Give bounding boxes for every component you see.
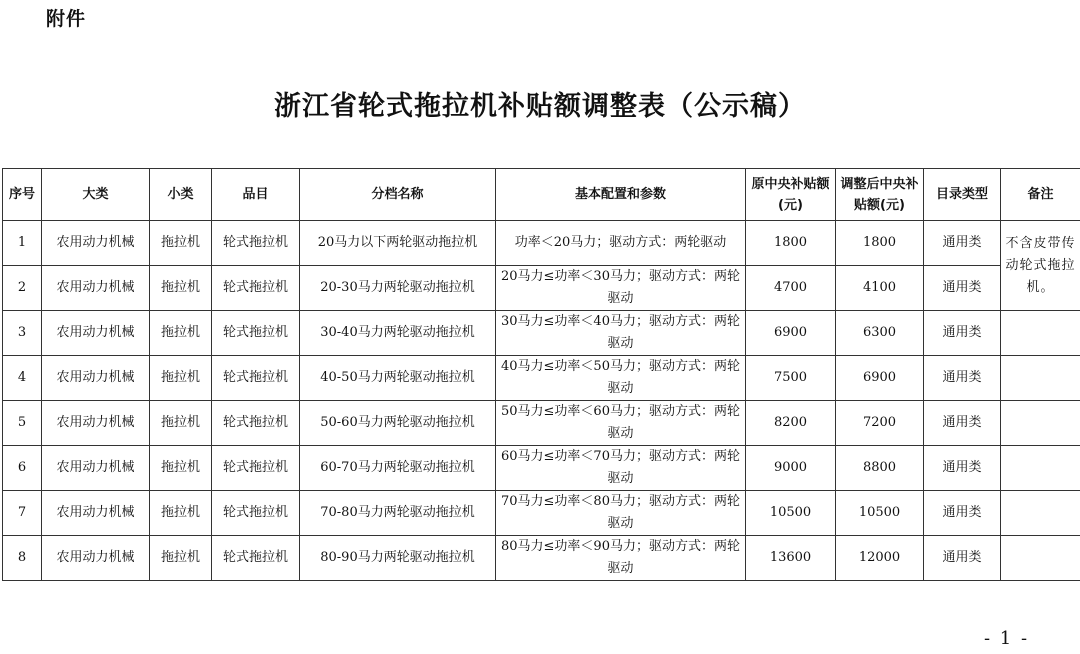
cell-no: 5 (3, 401, 42, 446)
table-row (3, 401, 1080, 446)
table-row (3, 536, 1080, 581)
header-cell: 调整后中央补贴额(元) (836, 169, 924, 221)
remark-empty-cell (1001, 536, 1080, 581)
cell-no: 3 (3, 311, 42, 356)
cell-major: 农用动力机械 (42, 221, 150, 266)
cell-item: 轮式拖拉机 (212, 446, 300, 491)
cell-grade: 80-90马力两轮驱动拖拉机 (300, 536, 496, 581)
cell-catalog: 通用类 (924, 266, 1001, 311)
cell-item: 轮式拖拉机 (212, 491, 300, 536)
cell-major: 农用动力机械 (42, 266, 150, 311)
remark-empty-cell (1001, 401, 1080, 446)
remark-empty-cell (1001, 491, 1080, 536)
cell-config: 30马力≤功率＜40马力；驱动方式：两轮驱动 (496, 311, 746, 356)
cell-major: 农用动力机械 (42, 536, 150, 581)
subsidy-table (2, 168, 1080, 581)
cell-config: 50马力≤功率＜60马力；驱动方式：两轮驱动 (496, 401, 746, 446)
cell-catalog: 通用类 (924, 356, 1001, 401)
table-row (3, 491, 1080, 536)
header-cell: 备注 (1001, 169, 1080, 221)
cell-original: 7500 (746, 356, 836, 401)
header-cell: 大类 (42, 169, 150, 221)
cell-item: 轮式拖拉机 (212, 536, 300, 581)
cell-adjusted: 6300 (836, 311, 924, 356)
remark-empty-cell (1001, 311, 1080, 356)
cell-no: 8 (3, 536, 42, 581)
cell-major: 农用动力机械 (42, 491, 150, 536)
cell-major: 农用动力机械 (42, 356, 150, 401)
cell-config: 70马力≤功率＜80马力；驱动方式：两轮驱动 (496, 491, 746, 536)
cell-original: 10500 (746, 491, 836, 536)
cell-minor: 拖拉机 (150, 491, 212, 536)
table-row (3, 446, 1080, 491)
cell-original: 13600 (746, 536, 836, 581)
cell-item: 轮式拖拉机 (212, 221, 300, 266)
cell-grade: 30-40马力两轮驱动拖拉机 (300, 311, 496, 356)
cell-adjusted: 12000 (836, 536, 924, 581)
cell-original: 1800 (746, 221, 836, 266)
cell-minor: 拖拉机 (150, 446, 212, 491)
cell-item: 轮式拖拉机 (212, 401, 300, 446)
cell-no: 7 (3, 491, 42, 536)
cell-major: 农用动力机械 (42, 446, 150, 491)
cell-minor: 拖拉机 (150, 311, 212, 356)
remark-empty-cell (1001, 446, 1080, 491)
table-row (3, 356, 1080, 401)
remark-empty-cell (1001, 356, 1080, 401)
cell-no: 4 (3, 356, 42, 401)
table-body (3, 221, 1080, 581)
header-cell: 品目 (212, 169, 300, 221)
table-row (3, 266, 1080, 311)
cell-config: 20马力≤功率＜30马力；驱动方式：两轮驱动 (496, 266, 746, 311)
cell-catalog: 通用类 (924, 311, 1001, 356)
cell-config: 60马力≤功率＜70马力；驱动方式：两轮驱动 (496, 446, 746, 491)
cell-no: 1 (3, 221, 42, 266)
cell-original: 8200 (746, 401, 836, 446)
cell-grade: 20-30马力两轮驱动拖拉机 (300, 266, 496, 311)
cell-grade: 40-50马力两轮驱动拖拉机 (300, 356, 496, 401)
cell-catalog: 通用类 (924, 536, 1001, 581)
cell-config: 功率＜20马力；驱动方式：两轮驱动 (496, 221, 746, 266)
header-cell: 目录类型 (924, 169, 1001, 221)
header-cell: 基本配置和参数 (496, 169, 746, 221)
cell-original: 4700 (746, 266, 836, 311)
cell-item: 轮式拖拉机 (212, 266, 300, 311)
cell-item: 轮式拖拉机 (212, 356, 300, 401)
header-cell: 序号 (3, 169, 42, 221)
cell-adjusted: 4100 (836, 266, 924, 311)
cell-grade: 20马力以下两轮驱动拖拉机 (300, 221, 496, 266)
cell-config: 80马力≤功率＜90马力；驱动方式：两轮驱动 (496, 536, 746, 581)
cell-catalog: 通用类 (924, 491, 1001, 536)
cell-adjusted: 10500 (836, 491, 924, 536)
remark-cell: 不含皮带传动轮式拖拉机。 (1001, 221, 1080, 311)
cell-original: 9000 (746, 446, 836, 491)
cell-adjusted: 8800 (836, 446, 924, 491)
cell-catalog: 通用类 (924, 401, 1001, 446)
cell-minor: 拖拉机 (150, 266, 212, 311)
cell-minor: 拖拉机 (150, 401, 212, 446)
cell-adjusted: 7200 (836, 401, 924, 446)
header-cell: 小类 (150, 169, 212, 221)
cell-grade: 50-60马力两轮驱动拖拉机 (300, 401, 496, 446)
cell-major: 农用动力机械 (42, 311, 150, 356)
header-cell: 分档名称 (300, 169, 496, 221)
cell-minor: 拖拉机 (150, 356, 212, 401)
attachment-label: 附件 (46, 8, 87, 30)
cell-major: 农用动力机械 (42, 401, 150, 446)
cell-minor: 拖拉机 (150, 221, 212, 266)
cell-adjusted: 6900 (836, 356, 924, 401)
cell-no: 2 (3, 266, 42, 311)
cell-minor: 拖拉机 (150, 536, 212, 581)
page-number: - 1 - (984, 628, 1030, 649)
table-row (3, 311, 1080, 356)
header-cell: 原中央补贴额(元) (746, 169, 836, 221)
cell-grade: 60-70马力两轮驱动拖拉机 (300, 446, 496, 491)
cell-original: 6900 (746, 311, 836, 356)
table-row (3, 221, 1080, 266)
cell-no: 6 (3, 446, 42, 491)
table-header-row (3, 169, 1080, 221)
cell-config: 40马力≤功率＜50马力；驱动方式：两轮驱动 (496, 356, 746, 401)
cell-grade: 70-80马力两轮驱动拖拉机 (300, 491, 496, 536)
cell-catalog: 通用类 (924, 221, 1001, 266)
document-title: 浙江省轮式拖拉机补贴额调整表（公示稿） (274, 91, 806, 122)
cell-item: 轮式拖拉机 (212, 311, 300, 356)
cell-adjusted: 1800 (836, 221, 924, 266)
cell-catalog: 通用类 (924, 446, 1001, 491)
